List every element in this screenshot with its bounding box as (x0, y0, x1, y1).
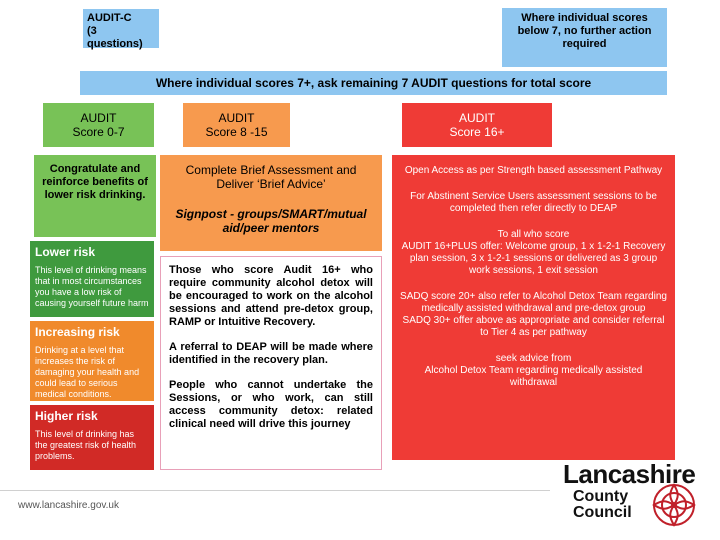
white-p3: People who cannot undertake the Sessions, or who work, can still access community detox: related clinical need will drive this journey (169, 379, 373, 430)
audit-c-box (83, 9, 159, 48)
risk-higher-title: Higher risk (35, 409, 98, 423)
mid-action-1: Complete Brief Assessment and Deliver ‘Brief Advice’ (185, 163, 357, 191)
below7-box (502, 8, 667, 67)
audit-c-label: AUDIT-C (3 questions) (87, 12, 143, 50)
low-score-header (43, 103, 154, 147)
low-score-title: AUDIT Score 0-7 (72, 111, 125, 139)
high-p4: SADQ score 20+ also refer to Alcohol Detox Team regarding medically assisted withdrawal and pre-detox group SADQ 30+ offer above as appropriate and consider referral to Tier 4 as per pathway (400, 291, 667, 338)
risk-higher (30, 405, 154, 470)
mid-action-2: Signpost - groups/SMART/mutual aid/peer mentors (175, 207, 367, 235)
risk-lower (30, 241, 154, 317)
high-action-box (392, 155, 675, 460)
risk-lower-title: Lower risk (35, 245, 96, 259)
footer-url-text: www.lancashire.gov.uk (18, 500, 119, 511)
high-p2: For Abstinent Service Users assessment sessions to be completed then refer directly to DEAP (410, 191, 657, 214)
logo-line3: Council (573, 504, 632, 521)
mid-action-box (160, 155, 382, 251)
mid-score-title: AUDIT Score 8 -15 (205, 111, 268, 139)
risk-higher-body: This level of drinking has the greatest risk of health problems. (35, 429, 137, 461)
white-p2: A referral to DEAP will be made where identified in the recovery plan. (169, 341, 373, 366)
risk-panel (30, 241, 154, 470)
high-score-header (402, 103, 552, 147)
white-info-box (160, 256, 382, 470)
high-p3: To all who score AUDIT 16+PLUS offer: Welcome group, 1 x 1-2-1 Recovery plan session, 3 x 1-2-1 sessions or delivered as 3 group work sessions, 1 exit session (401, 229, 666, 276)
risk-increasing-title: Increasing risk (35, 325, 120, 339)
low-action-box (34, 155, 156, 237)
high-score-title: AUDIT Score 16+ (449, 111, 505, 139)
logo-line2-wrap (573, 489, 632, 521)
banner-box (80, 71, 667, 95)
below7-label: Where individual scores below 7, no further action required (517, 12, 652, 50)
risk-increasing-body: Drinking at a level that increases the risk of damaging your health and could lead to serious medical conditions. (35, 345, 140, 399)
low-action-text: Congratulate and reinforce benefits of lower risk drinking. (42, 163, 148, 201)
high-p5: seek advice from Alcohol Detox Team regarding medically assisted withdrawal (424, 353, 643, 388)
logo-line2: County (573, 488, 629, 505)
risk-lower-body: This level of drinking means that in most circumstances you have a low risk of causing yourself future harm (35, 265, 149, 308)
high-p1: Open Access as per Strength based assessment Pathway (404, 165, 663, 176)
footer-divider (0, 490, 550, 491)
mid-score-header (183, 103, 290, 147)
red-rose-icon (643, 479, 705, 531)
white-p1: Those who score Audit 16+ who require community alcohol detox will be encouraged to work on the alcohol sessions and attend pre-detox group, RAMP or Intuitive Recovery. (169, 264, 373, 328)
council-logo (555, 455, 720, 535)
risk-increasing (30, 321, 154, 401)
footer-url[interactable] (18, 500, 119, 511)
logo-line1: Lancashire (563, 459, 696, 489)
banner-label: Where individual scores 7+, ask remaining 7 AUDIT questions for total score (155, 76, 592, 90)
